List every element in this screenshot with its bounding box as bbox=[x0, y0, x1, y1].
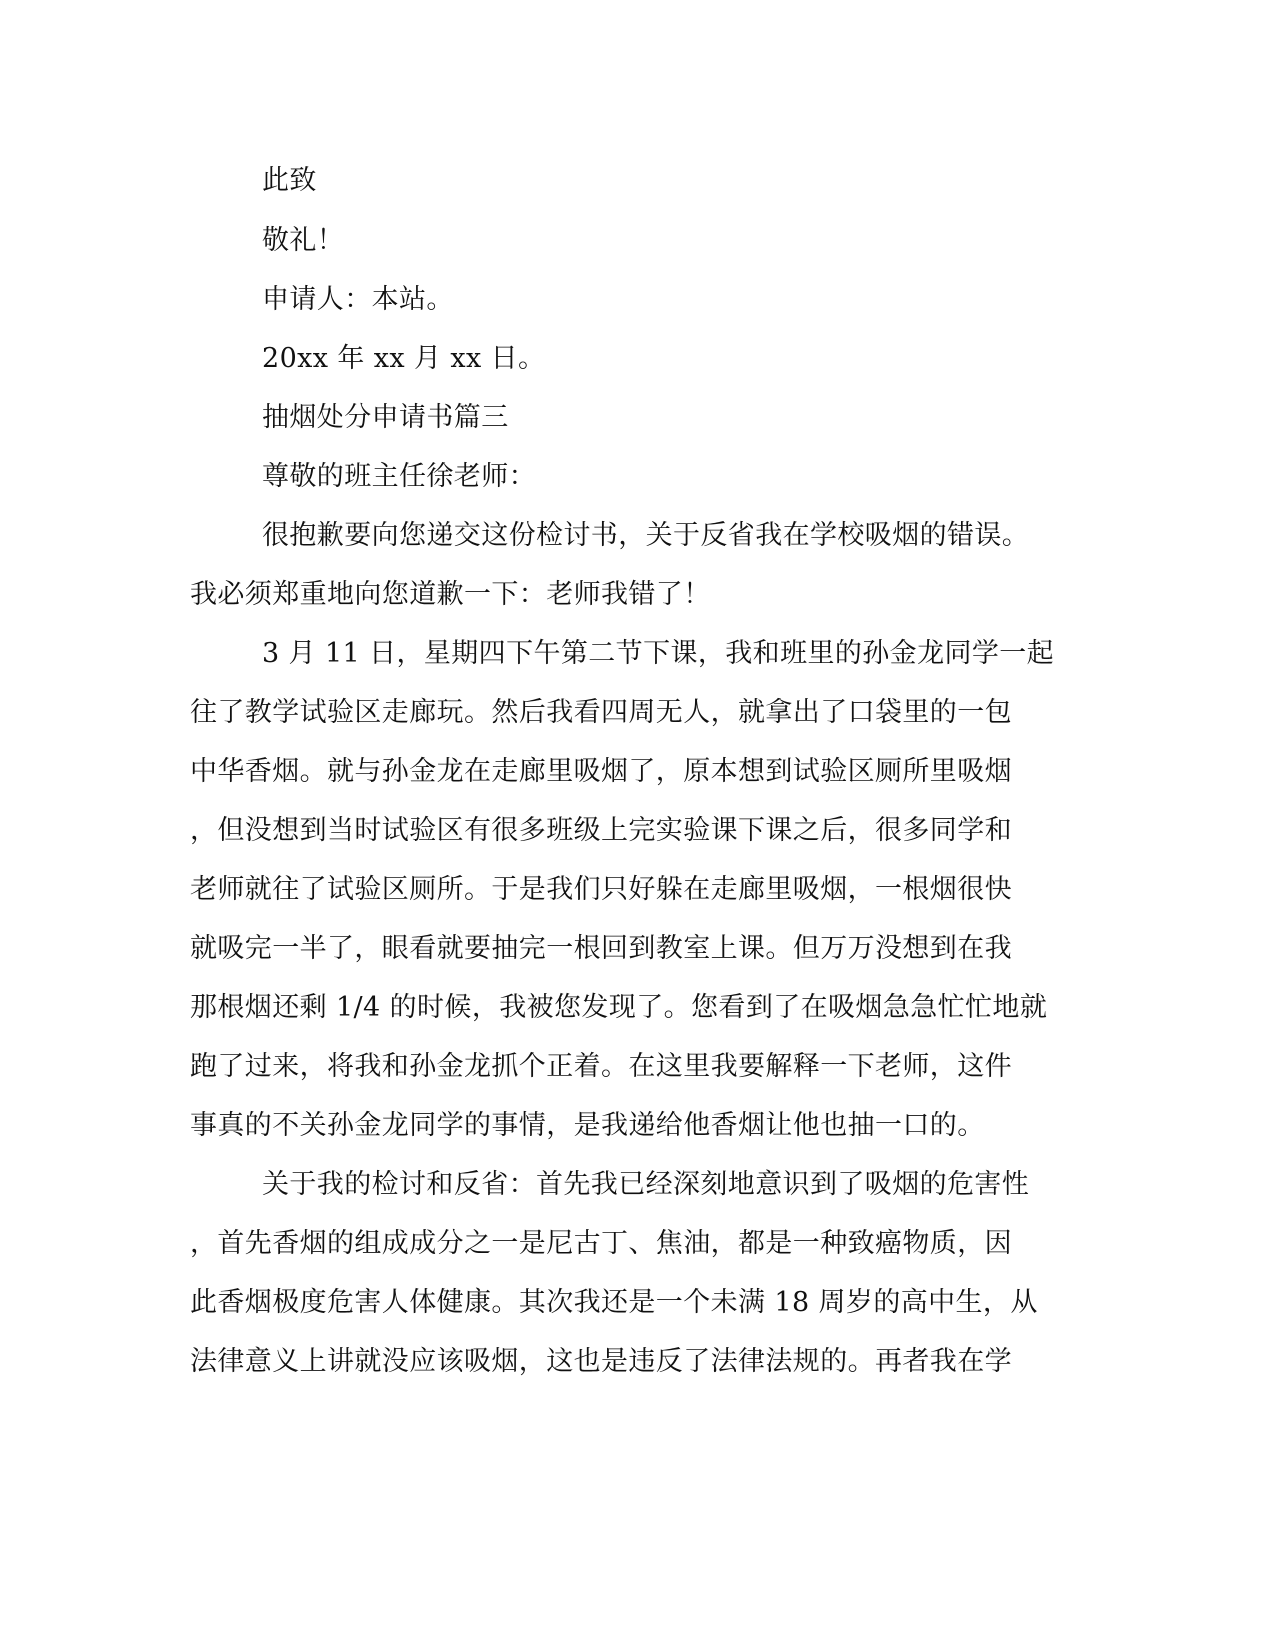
greeting-line: 尊敬的班主任徐老师： bbox=[262, 461, 536, 492]
date-line: 20xx 年 xx 月 xx 日。 bbox=[262, 343, 546, 374]
paragraph-3-line-2: ，首先香烟的组成成分之一是尼古丁、焦油，都是一种致癌物质，因 bbox=[190, 1228, 1012, 1259]
paragraph-2-line-6: 就吸完一半了，眼看就要抽完一根回到教室上课。但万万没想到在我 bbox=[190, 933, 1012, 964]
paragraph-2-line-4: ，但没想到当时试验区有很多班级上完实验课下课之后，很多同学和 bbox=[190, 815, 1012, 846]
applicant-line: 申请人：本站。 bbox=[262, 284, 454, 315]
section-title: 抽烟处分申请书篇三 bbox=[262, 402, 509, 433]
paragraph-1-line-1: 很抱歉要向您递交这份检讨书，关于反省我在学校吸烟的错误。 bbox=[262, 520, 1030, 551]
closing-respect: 敬礼！ bbox=[262, 225, 345, 256]
paragraph-2-line-5: 老师就往了试验区厕所。于是我们只好躲在走廊里吸烟，一根烟很快 bbox=[190, 874, 1012, 905]
paragraph-2-line-3: 中华香烟。就与孙金龙在走廊里吸烟了，原本想到试验区厕所里吸烟 bbox=[190, 756, 1012, 787]
paragraph-1-line-2: 我必须郑重地向您道歉一下：老师我错了！ bbox=[190, 579, 711, 610]
paragraph-2-line-9: 事真的不关孙金龙同学的事情，是我递给他香烟让他也抽一口的。 bbox=[190, 1110, 985, 1141]
paragraph-3-line-4: 法律意义上讲就没应该吸烟，这也是违反了法律法规的。再者我在学 bbox=[190, 1346, 1012, 1377]
paragraph-3-line-3: 此香烟极度危害人体健康。其次我还是一个未满 18 周岁的高中生，从 bbox=[190, 1287, 1038, 1318]
paragraph-2-line-7: 那根烟还剩 1/4 的时候，我被您发现了。您看到了在吸烟急急忙忙地就 bbox=[190, 992, 1048, 1023]
paragraph-2-line-8: 跑了过来，将我和孙金龙抓个正着。在这里我要解释一下老师，这件 bbox=[190, 1051, 1012, 1082]
paragraph-2-line-2: 往了教学试验区走廊玩。然后我看四周无人，就拿出了口袋里的一包 bbox=[190, 697, 1012, 728]
paragraph-3-line-1: 关于我的检讨和反省：首先我已经深刻地意识到了吸烟的危害性 bbox=[262, 1169, 1030, 1200]
paragraph-2-line-1: 3 月 11 日，星期四下午第二节下课，我和班里的孙金龙同学一起 bbox=[262, 638, 1055, 669]
closing-salutation: 此致 bbox=[262, 165, 317, 196]
